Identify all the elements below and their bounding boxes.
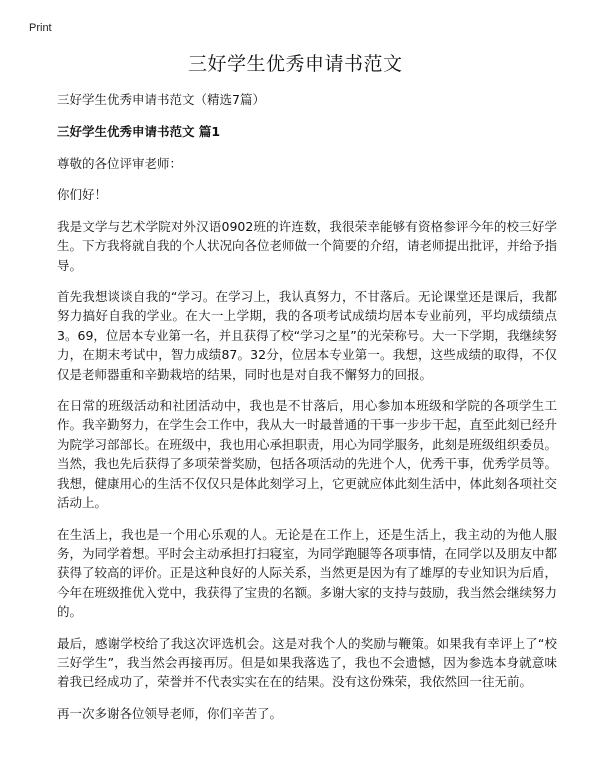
- activities-paragraph: 在日常的班级活动和社团活动中，我也是不甘落后，用心参加本班级和学院的各项学生工作。我辛勤努力，在学生会工作中，我从大一时最普通的干事一步步干起，直至此刻已经升为院学习部部长。在班级中，我也用心承担职责，用心为同学服务，此刻是班级组织委员。当然，我也先后获得了多项荣誉奖励，包括各项活动的先进个人，优秀干事，优秀学员等。我想，健康用心的生活不仅仅只是体此刻学习上，它更就应体此刻生活中，体此刻各项社交活动上。: [57, 398, 558, 511]
- document-title: 三好学生优秀申请书范文: [188, 53, 403, 75]
- print-link[interactable]: Print: [29, 22, 52, 34]
- document-body: [57, 50, 557, 735]
- intro-paragraph: 我是文学与艺术学院对外汉语0902班的许连数，我很荣幸能够有资格参评今年的校三好学生。下方我将就自我的个人状况向各位老师做一个简要的介绍，请老师提出批评，并给予指导。: [57, 218, 558, 273]
- document-subtitle: 三好学生优秀申请书范文（精选7篇）: [57, 92, 265, 107]
- greeting-paragraph: 你们好！: [57, 187, 108, 203]
- life-paragraph: 在生活上，我也是一个用心乐观的人。无论是在工作上，还是生活上，我主动的为他人服务，为同学着想。平时会主动承担打扫寝室，为同学跑腿等各项事情，在同学以及朋友中都获得了较高的评价。正是这种良好的人际关系，当然更是因为有了雄厚的专业知识为后盾，今年在班级推优入党中，我获得了宝贵的名额。多谢大家的支持与鼓励，我当然会继续努力的。: [57, 526, 558, 620]
- salutation-paragraph: 尊敬的各位评审老师：: [57, 156, 183, 171]
- closing-paragraph: 最后，感谢学校给了我这次评选机会。这是对我个人的奖励与鞭策。如果我有幸评上了“校三好学生”，我当然会再接再厉。但是如果我落选了，我也不会遗憾，因为参选本身就意味着我已经成功了，荣誉并不代表实实在在的结果。没有这份殊荣，我依然回一往无前。: [57, 635, 557, 690]
- thanks-paragraph: 再一次多谢各位领导老师，你们辛苦了。: [57, 705, 283, 721]
- section-heading: 三好学生优秀申请书范文 篇1: [57, 124, 221, 139]
- study-paragraph: 首先我想谈谈自我的“学习。在学习上，我认真努力，不甘落后。无论课堂还是课后，我都努力搞好自我的学业。在大一上学期，我的各项考试成绩均居本专业前列，平均成绩绩点3。69，位居本专业第一名，并且获得了校“学习之星”的光荣称号。大一下学期，我继续努力，在期末考试中，智力成绩87。32分，位居本专业第一。我想，这些成绩的取得，不仅仅是老师器重和辛勤栽培的结果，同时也是对自我不懈努力的回报。: [57, 289, 557, 382]
